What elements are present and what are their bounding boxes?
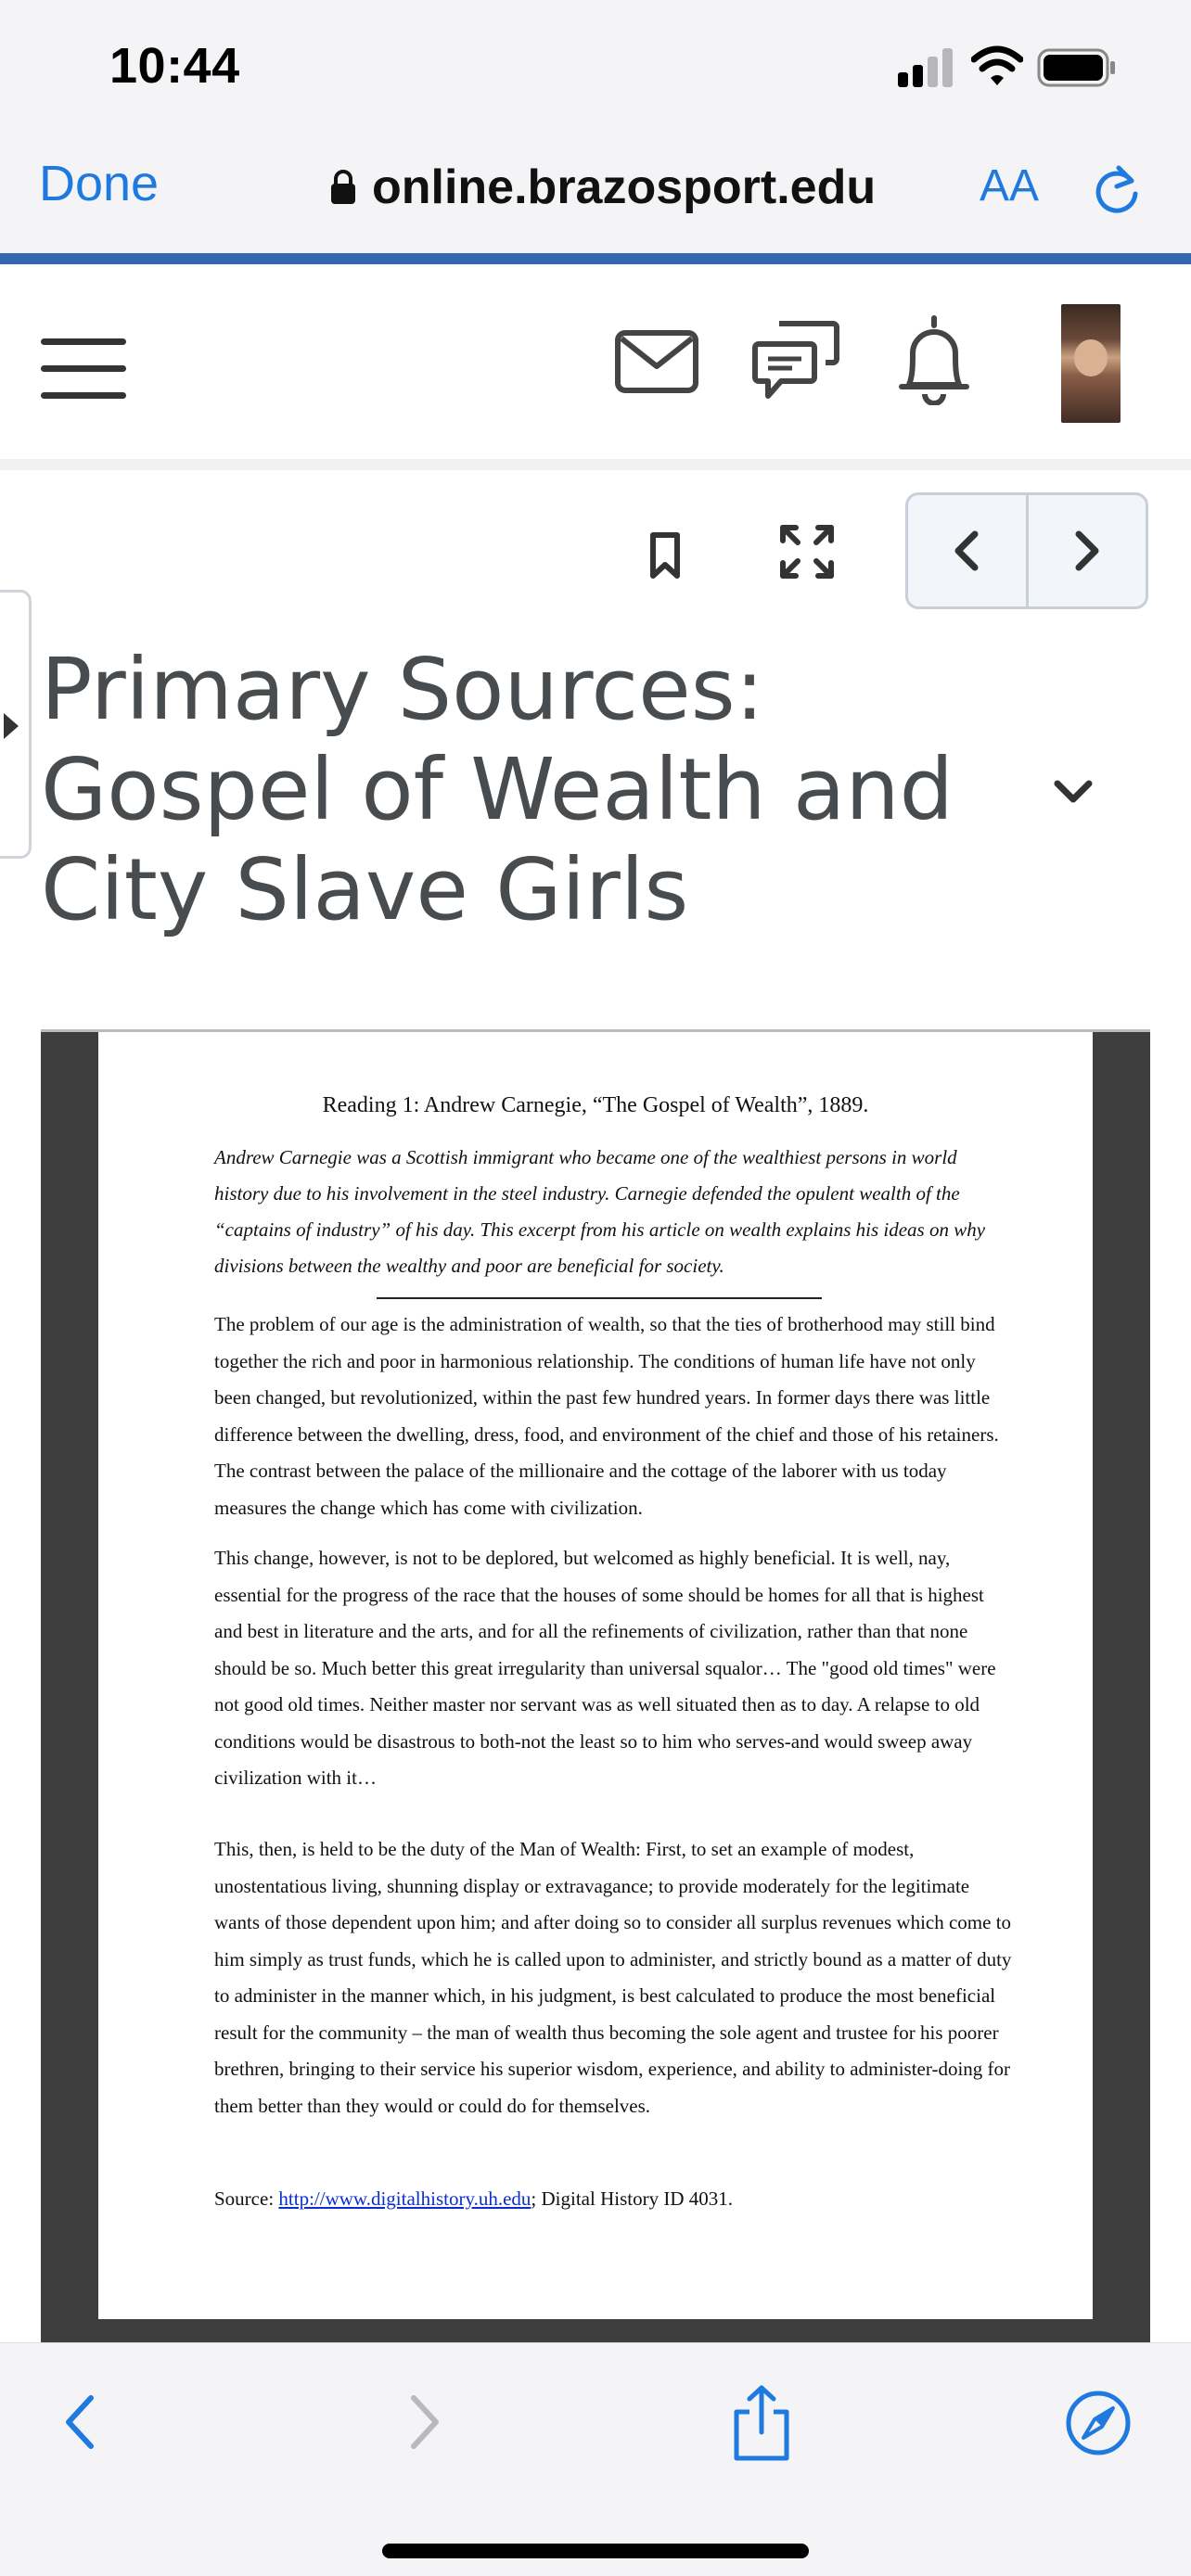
- chevron-down-icon[interactable]: [1050, 775, 1096, 809]
- browser-bottom-bar: [0, 2342, 1191, 2576]
- bookmark-icon[interactable]: [649, 531, 681, 580]
- fullscreen-icon[interactable]: [779, 524, 835, 580]
- brand-divider: [0, 253, 1191, 264]
- mail-icon[interactable]: [614, 329, 699, 394]
- status-bar: [0, 0, 1191, 134]
- source-prefix: Source:: [214, 2187, 279, 2210]
- battery-icon: [1037, 48, 1117, 87]
- document-paragraph: This change, however, is not to be deplored, but welcomed as highly beneficial. It is well, nay, essential for the progress of the race that the houses of some should be homes for all that is highest and best in literature and the arts, and for all the refinements of civilization, rather than that none should be so. Much better this great irregularity than universal squalor… The "good old times" were not good old times. Neither master nor servant was as well situated then as to day. A relapse to old conditions would be disastrous to both-not the least so to him who serves-and would sweep away civilization with it…: [214, 1547, 996, 1789]
- chevron-left-icon: [951, 529, 982, 573]
- cellular-signal-icon: [898, 48, 954, 87]
- lock-icon: [329, 169, 357, 206]
- chevron-right-icon: [1071, 529, 1103, 573]
- side-panel-toggle[interactable]: [0, 590, 32, 859]
- lms-navbar: [0, 264, 1191, 470]
- status-time: 10:44: [109, 38, 240, 94]
- document-page: [98, 1032, 1093, 2319]
- text-size-button[interactable]: AA: [980, 161, 1040, 210]
- home-indicator: [382, 2544, 809, 2558]
- forward-arrow-icon[interactable]: [406, 2392, 443, 2452]
- address-field[interactable]: [329, 155, 876, 220]
- wifi-icon: [971, 45, 1023, 87]
- page-title: Primary Sources: Gospel of Wealth and City Slave Girls: [41, 640, 954, 939]
- content-toolbar: [0, 481, 1191, 620]
- next-topic-button[interactable]: [1026, 495, 1146, 606]
- done-button[interactable]: Done: [39, 156, 160, 211]
- chat-icon[interactable]: [751, 318, 840, 403]
- document-heading: Reading 1: Andrew Carnegie, “The Gospel of Wealth”, 1889.: [322, 1093, 869, 1117]
- document-paragraph: The problem of our age is the administration of wealth, so that the ties of brotherhood may still bind together the rich and poor in harmonious relationship. The conditions of human life have not only been changed, but revolutionized, within the past few hundred years. In former days there was little difference between the dwelling, dress, food, and environment of the chief and those of his retainers. The contrast between the palace of the millionaire and the cottage of the laborer with us today measures the change which has come with civilization.: [214, 1313, 999, 1519]
- previous-topic-button[interactable]: [908, 495, 1026, 606]
- document-divider: [377, 1297, 822, 1299]
- reload-icon[interactable]: [1091, 162, 1143, 218]
- document-intro: Andrew Carnegie was a Scottish immigrant who became one of the wealthiest persons in world history due to his involvement in the steel industry. Carnegie defended the opulent wealth of the “captains of industry” of his day. This excerpt from his article on wealth explains his ideas on why divisions between the wealthy and poor are beneficial for society.: [214, 1146, 986, 1277]
- document-source: [214, 2187, 733, 2211]
- avatar[interactable]: [1061, 304, 1121, 423]
- caret-right-icon: [4, 713, 19, 739]
- source-suffix: ; Digital History ID 4031.: [531, 2187, 733, 2210]
- document-paragraph: This, then, is held to be the duty of the Man of Wealth: First, to set an example of modest, unostentatious living, shunning display or extravagance; to provide moderately for the legitimate wants of those dependent upon him; and after doing so to consider all surplus revenues which come to him simply as trust funds, which he is called upon to administer, and strictly bound as a matter of duty to administer in the manner which, in his judgment, is best calculated to produce the most beneficial result for the community – the man of wealth thus becoming the sole agent and trustee for his poorer brethren, bringing to their service his superior wisdom, experience, and ability to administer-doing for them better than they would or could do for themselves.: [214, 1838, 1012, 2117]
- hamburger-menu-icon[interactable]: [41, 338, 126, 400]
- browser-url-bar: [0, 134, 1191, 253]
- source-link[interactable]: http://www.digitalhistory.uh.edu: [278, 2187, 531, 2210]
- share-icon[interactable]: [727, 2384, 796, 2462]
- document-viewer[interactable]: [41, 1029, 1150, 2346]
- back-arrow-icon[interactable]: [61, 2392, 98, 2452]
- url-text: online.brazosport.edu: [372, 160, 877, 214]
- compass-icon[interactable]: [1065, 2390, 1132, 2456]
- bell-icon[interactable]: [896, 312, 972, 405]
- topic-pager: [905, 492, 1148, 609]
